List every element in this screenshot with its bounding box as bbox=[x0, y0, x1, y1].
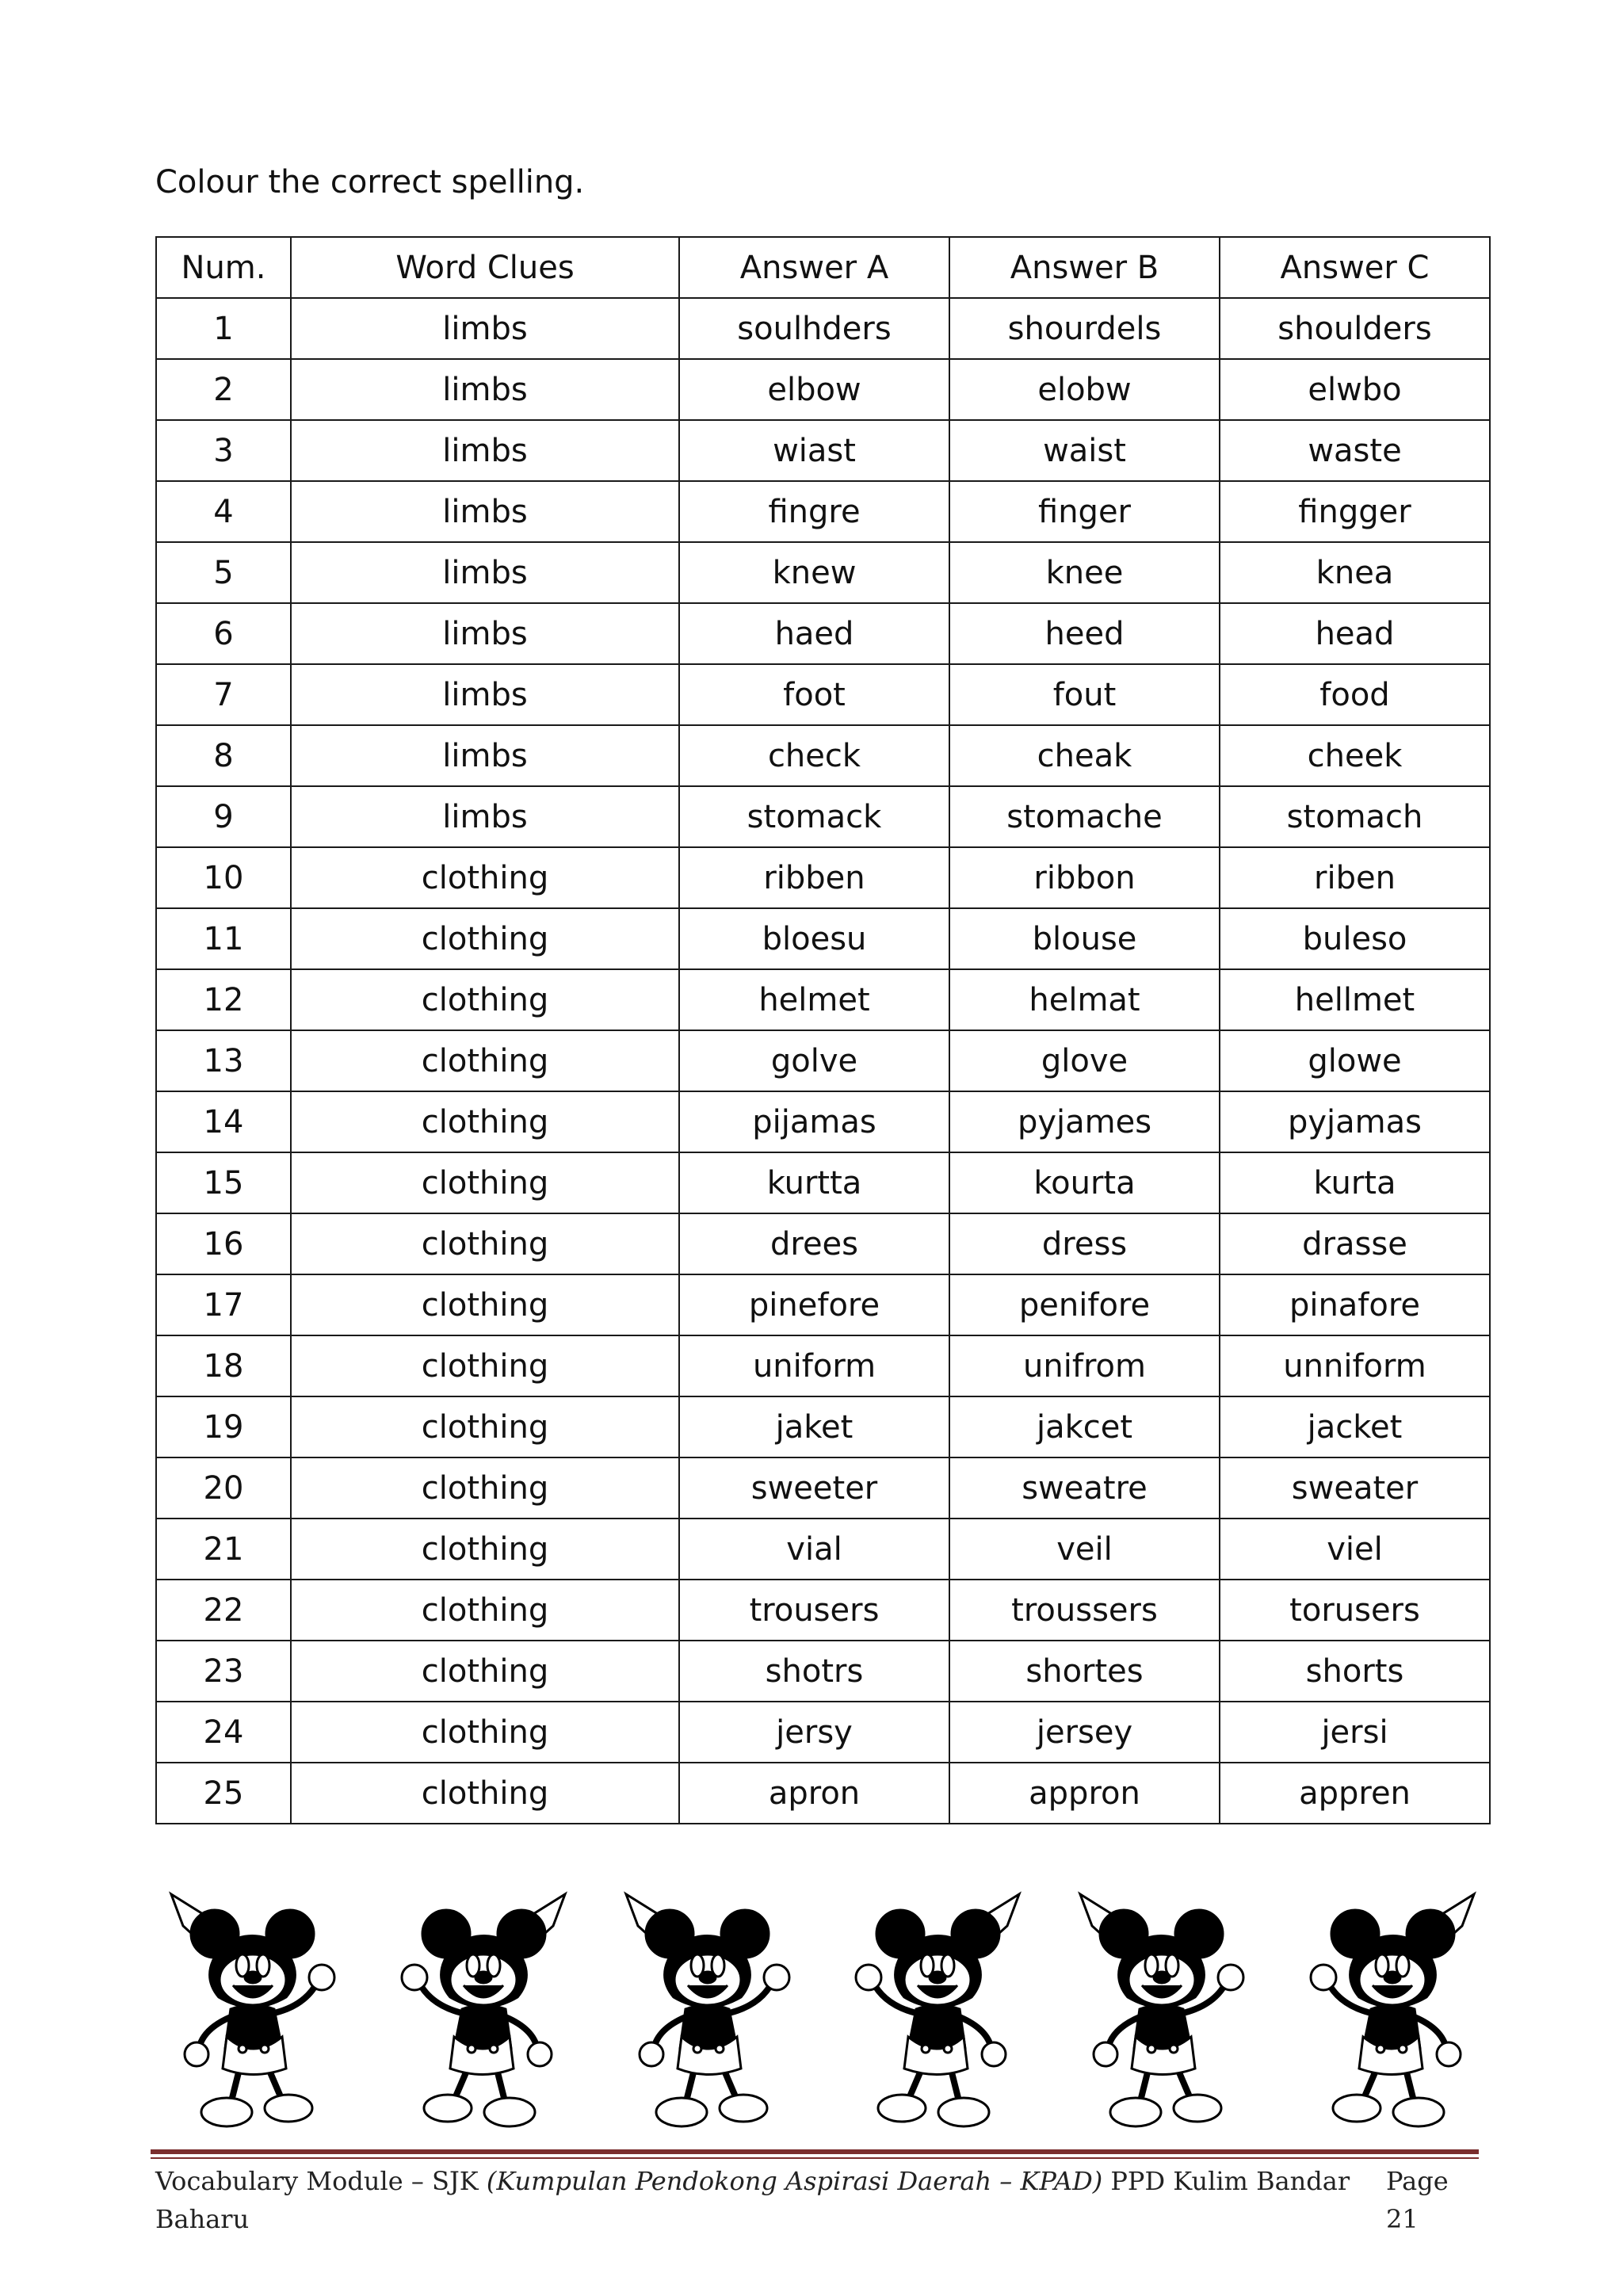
table-row bbox=[156, 1091, 1490, 1152]
table-row bbox=[156, 481, 1490, 542]
table-row bbox=[156, 908, 1490, 969]
cell-num: 21 bbox=[156, 1519, 291, 1580]
cell-answer-b[interactable]: finger bbox=[949, 481, 1220, 542]
table-row bbox=[156, 1641, 1490, 1702]
cell-word-clue: clothing bbox=[291, 1763, 679, 1824]
table-row bbox=[156, 1519, 1490, 1580]
cell-answer-b[interactable]: knee bbox=[949, 542, 1220, 603]
header-answer-b: Answer B bbox=[949, 237, 1220, 298]
cell-answer-b[interactable]: cheak bbox=[949, 725, 1220, 786]
cell-answer-b[interactable]: troussers bbox=[949, 1580, 1220, 1641]
mascot-decoration-row bbox=[155, 1878, 1490, 2132]
header-answer-a: Answer A bbox=[679, 237, 949, 298]
cell-answer-b[interactable]: helmat bbox=[949, 969, 1220, 1030]
table-row bbox=[156, 1396, 1490, 1457]
footer-italic: (Kumpulan Pendokong Aspirasi Daerah – KPAD) bbox=[486, 2166, 1103, 2196]
cell-word-clue: clothing bbox=[291, 908, 679, 969]
cell-answer-c[interactable]: glowe bbox=[1220, 1030, 1490, 1091]
cell-answer-a[interactable]: fingre bbox=[679, 481, 949, 542]
cell-answer-b[interactable]: shourdels bbox=[949, 298, 1220, 359]
cell-answer-c[interactable]: pinafore bbox=[1220, 1274, 1490, 1335]
cell-word-clue: clothing bbox=[291, 1641, 679, 1702]
cell-num: 3 bbox=[156, 420, 291, 481]
footer-suffix: PPD Kulim Bandar Baharu bbox=[155, 2166, 1350, 2234]
table-row bbox=[156, 1030, 1490, 1091]
cell-answer-b[interactable]: blouse bbox=[949, 908, 1220, 969]
cell-answer-b[interactable]: waist bbox=[949, 420, 1220, 481]
cell-answer-b[interactable]: fout bbox=[949, 664, 1220, 725]
cell-num: 22 bbox=[156, 1580, 291, 1641]
cell-num: 13 bbox=[156, 1030, 291, 1091]
cell-answer-c[interactable]: head bbox=[1220, 603, 1490, 664]
cell-num: 9 bbox=[156, 786, 291, 847]
cell-word-clue: clothing bbox=[291, 969, 679, 1030]
cell-answer-a[interactable]: uniform bbox=[679, 1335, 949, 1396]
cell-answer-a[interactable]: trousers bbox=[679, 1580, 949, 1641]
cell-num: 17 bbox=[156, 1274, 291, 1335]
cell-answer-a[interactable]: ribben bbox=[679, 847, 949, 908]
cell-answer-c[interactable]: shoulders bbox=[1220, 298, 1490, 359]
cell-answer-b[interactable]: dress bbox=[949, 1213, 1220, 1274]
page-number: Page 21 bbox=[1386, 2166, 1449, 2234]
cell-answer-a[interactable]: elbow bbox=[679, 359, 949, 420]
cell-word-clue: clothing bbox=[291, 1702, 679, 1763]
cell-answer-c[interactable]: buleso bbox=[1220, 908, 1490, 969]
cell-num: 24 bbox=[156, 1702, 291, 1763]
cell-word-clue: clothing bbox=[291, 1030, 679, 1091]
cell-num: 2 bbox=[156, 359, 291, 420]
cell-num: 16 bbox=[156, 1213, 291, 1274]
table-row bbox=[156, 420, 1490, 481]
table-row bbox=[156, 1702, 1490, 1763]
cell-answer-a[interactable]: apron bbox=[679, 1763, 949, 1824]
cell-answer-c[interactable]: kurta bbox=[1220, 1152, 1490, 1213]
cartoon-mouse-pointing-icon bbox=[610, 1878, 808, 2135]
cell-num: 20 bbox=[156, 1457, 291, 1519]
table-body bbox=[156, 298, 1490, 1824]
table-row bbox=[156, 1580, 1490, 1641]
table-row bbox=[156, 725, 1490, 786]
cell-answer-b[interactable]: kourta bbox=[949, 1152, 1220, 1213]
cell-answer-c[interactable]: torusers bbox=[1220, 1580, 1490, 1641]
table-row bbox=[156, 542, 1490, 603]
cell-answer-a[interactable]: sweeter bbox=[679, 1457, 949, 1519]
cell-answer-a[interactable]: helmet bbox=[679, 969, 949, 1030]
cell-answer-c[interactable]: stomach bbox=[1220, 786, 1490, 847]
cell-word-clue: limbs bbox=[291, 359, 679, 420]
cell-answer-b[interactable]: ribbon bbox=[949, 847, 1220, 908]
cell-answer-a[interactable]: check bbox=[679, 725, 949, 786]
cell-answer-a[interactable]: golve bbox=[679, 1030, 949, 1091]
table-row bbox=[156, 1335, 1490, 1396]
cell-answer-a[interactable]: wiast bbox=[679, 420, 949, 481]
cell-answer-b[interactable]: elobw bbox=[949, 359, 1220, 420]
cell-answer-a[interactable]: haed bbox=[679, 603, 949, 664]
cell-answer-a[interactable]: drees bbox=[679, 1213, 949, 1274]
cartoon-mouse-pointing-icon bbox=[1292, 1878, 1490, 2135]
cell-answer-a[interactable]: soulhders bbox=[679, 298, 949, 359]
cell-answer-b[interactable]: penifore bbox=[949, 1274, 1220, 1335]
cell-num: 11 bbox=[156, 908, 291, 969]
header-num: Num. bbox=[156, 237, 291, 298]
cell-num: 18 bbox=[156, 1335, 291, 1396]
cell-answer-c[interactable]: unniform bbox=[1220, 1335, 1490, 1396]
cell-word-clue: limbs bbox=[291, 481, 679, 542]
cell-answer-a[interactable]: jaket bbox=[679, 1396, 949, 1457]
cell-answer-a[interactable]: pijamas bbox=[679, 1091, 949, 1152]
table-row bbox=[156, 847, 1490, 908]
table-row bbox=[156, 298, 1490, 359]
spelling-table bbox=[155, 236, 1491, 1824]
table-row bbox=[156, 1274, 1490, 1335]
cell-word-clue: clothing bbox=[291, 1152, 679, 1213]
cartoon-mouse-pointing-icon bbox=[155, 1878, 353, 2135]
cell-answer-a[interactable]: stomack bbox=[679, 786, 949, 847]
header-word-clues: Word Clues bbox=[291, 237, 679, 298]
cell-answer-c[interactable]: elwbo bbox=[1220, 359, 1490, 420]
table-header-row bbox=[156, 237, 1490, 298]
table-row bbox=[156, 1152, 1490, 1213]
cell-answer-c[interactable]: sweater bbox=[1220, 1457, 1490, 1519]
cell-answer-c[interactable]: jersi bbox=[1220, 1702, 1490, 1763]
footer bbox=[155, 2162, 1484, 2238]
footer-module-title bbox=[155, 2162, 1386, 2238]
cell-answer-c[interactable]: jacket bbox=[1220, 1396, 1490, 1457]
table-row bbox=[156, 664, 1490, 725]
cell-answer-a[interactable]: foot bbox=[679, 664, 949, 725]
cell-word-clue: limbs bbox=[291, 542, 679, 603]
cell-answer-b[interactable]: veil bbox=[949, 1519, 1220, 1580]
cell-word-clue: limbs bbox=[291, 298, 679, 359]
cell-answer-b[interactable]: stomache bbox=[949, 786, 1220, 847]
cell-num: 23 bbox=[156, 1641, 291, 1702]
cell-word-clue: clothing bbox=[291, 1457, 679, 1519]
cell-num: 19 bbox=[156, 1396, 291, 1457]
cell-answer-a[interactable]: knew bbox=[679, 542, 949, 603]
cell-word-clue: clothing bbox=[291, 1213, 679, 1274]
cell-answer-b[interactable]: jakcet bbox=[949, 1396, 1220, 1457]
cell-answer-b[interactable]: pyjames bbox=[949, 1091, 1220, 1152]
cell-answer-b[interactable]: unifrom bbox=[949, 1335, 1220, 1396]
cell-word-clue: limbs bbox=[291, 603, 679, 664]
instruction-text: Colour the correct spelling. bbox=[155, 164, 585, 201]
cell-answer-c[interactable]: appren bbox=[1220, 1763, 1490, 1824]
cell-answer-a[interactable]: kurtta bbox=[679, 1152, 949, 1213]
cell-answer-b[interactable]: jersey bbox=[949, 1702, 1220, 1763]
cell-num: 7 bbox=[156, 664, 291, 725]
cartoon-mouse-pointing-icon bbox=[837, 1878, 1035, 2135]
cell-num: 8 bbox=[156, 725, 291, 786]
cell-answer-c[interactable]: drasse bbox=[1220, 1213, 1490, 1274]
cell-num: 1 bbox=[156, 298, 291, 359]
table-row bbox=[156, 1457, 1490, 1519]
cell-word-clue: clothing bbox=[291, 1091, 679, 1152]
footer-divider bbox=[151, 2149, 1479, 2159]
table-row bbox=[156, 603, 1490, 664]
table-row bbox=[156, 969, 1490, 1030]
cell-num: 15 bbox=[156, 1152, 291, 1213]
cell-num: 14 bbox=[156, 1091, 291, 1152]
header-answer-c: Answer C bbox=[1220, 237, 1490, 298]
cell-word-clue: limbs bbox=[291, 420, 679, 481]
cell-answer-b[interactable]: heed bbox=[949, 603, 1220, 664]
table-row bbox=[156, 1213, 1490, 1274]
cell-answer-c[interactable]: hellmet bbox=[1220, 969, 1490, 1030]
cell-word-clue: limbs bbox=[291, 786, 679, 847]
cell-num: 5 bbox=[156, 542, 291, 603]
cell-word-clue: limbs bbox=[291, 664, 679, 725]
cell-num: 10 bbox=[156, 847, 291, 908]
cell-num: 6 bbox=[156, 603, 291, 664]
cell-answer-c[interactable]: pyjamas bbox=[1220, 1091, 1490, 1152]
cell-answer-c[interactable]: riben bbox=[1220, 847, 1490, 908]
cartoon-mouse-pointing-icon bbox=[383, 1878, 581, 2135]
cell-answer-c[interactable]: cheek bbox=[1220, 725, 1490, 786]
table-row bbox=[156, 359, 1490, 420]
table-row bbox=[156, 786, 1490, 847]
cell-answer-b[interactable]: shortes bbox=[949, 1641, 1220, 1702]
cell-answer-c[interactable]: food bbox=[1220, 664, 1490, 725]
cell-answer-a[interactable]: bloesu bbox=[679, 908, 949, 969]
cell-answer-b[interactable]: sweatre bbox=[949, 1457, 1220, 1519]
cell-word-clue: limbs bbox=[291, 725, 679, 786]
footer-prefix: Vocabulary Module – SJK bbox=[155, 2166, 487, 2196]
cell-word-clue: clothing bbox=[291, 1274, 679, 1335]
cell-answer-b[interactable]: appron bbox=[949, 1763, 1220, 1824]
cartoon-mouse-pointing-icon bbox=[1064, 1878, 1262, 2135]
cell-word-clue: clothing bbox=[291, 1396, 679, 1457]
cell-answer-a[interactable]: shotrs bbox=[679, 1641, 949, 1702]
cell-word-clue: clothing bbox=[291, 1519, 679, 1580]
table-row bbox=[156, 1763, 1490, 1824]
cell-word-clue: clothing bbox=[291, 847, 679, 908]
cell-answer-c[interactable]: shorts bbox=[1220, 1641, 1490, 1702]
cell-answer-a[interactable]: vial bbox=[679, 1519, 949, 1580]
cell-answer-a[interactable]: pinefore bbox=[679, 1274, 949, 1335]
cell-answer-c[interactable]: viel bbox=[1220, 1519, 1490, 1580]
cell-answer-a[interactable]: jersy bbox=[679, 1702, 949, 1763]
cell-num: 12 bbox=[156, 969, 291, 1030]
cell-answer-b[interactable]: glove bbox=[949, 1030, 1220, 1091]
cell-word-clue: clothing bbox=[291, 1580, 679, 1641]
cell-num: 25 bbox=[156, 1763, 291, 1824]
cell-answer-c[interactable]: waste bbox=[1220, 420, 1490, 481]
cell-answer-c[interactable]: fingger bbox=[1220, 481, 1490, 542]
cell-num: 4 bbox=[156, 481, 291, 542]
cell-word-clue: clothing bbox=[291, 1335, 679, 1396]
cell-answer-c[interactable]: knea bbox=[1220, 542, 1490, 603]
